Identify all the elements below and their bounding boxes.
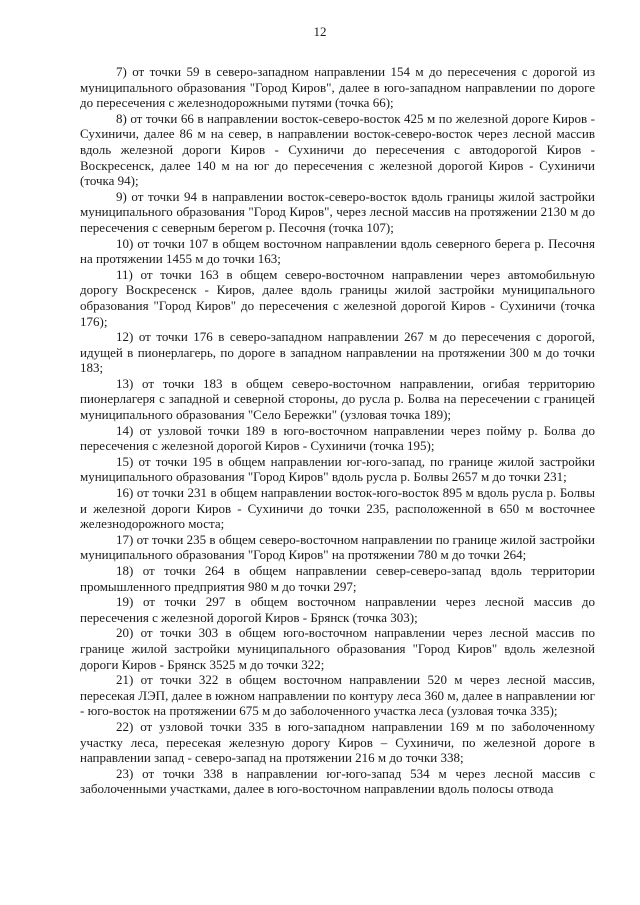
paragraph-17: 17) от точки 235 в общем северо-восточном направлении по границе жилой застройки муниципального образования "Город Киров" на протяжении 780 м до точки 264; bbox=[80, 531, 595, 563]
paragraph-20: 20) от точки 303 в общем юго-восточном направлении через лесной массив по границе жилой застройки муниципального образования "Город Киров" вдоль железной дороги Киров - Брянск 3525 м до точки 322; bbox=[80, 625, 595, 672]
paragraph-23: 23) от точки 338 в направлении юг-юго-запад 534 м через лесной массив с заболоченными участками, далее в юго-восточном направлении вдоль полосы отвода bbox=[80, 765, 595, 797]
paragraph-7: 7) от точки 59 в северо-западном направлении 154 м до пересечения с дорогой из муниципального образования "Город Киров", далее в юго-западном направлении по дороге до пересечения с железнодорожными путями (точка 66); bbox=[80, 64, 595, 111]
paragraph-11: 11) от точки 163 в общем северо-восточном направлении через автомобильную дорогу Воскресенск - Киров, далее вдоль границы жилой застройки муниципального образования "Город Киров" до пересечения с железной дорогой Киров - Сухиничи (точка 176); bbox=[80, 266, 595, 329]
paragraph-16: 16) от точки 231 в общем направлении восток-юго-восток 895 м вдоль русла р. Болвы и железной дороги Киров - Сухиничи до точки 235, расположенной в 650 м восточнее железнодорожного моста; bbox=[80, 485, 595, 532]
paragraph-14: 14) от узловой точки 189 в юго-восточном направлении через пойму р. Болва до пересечения с железной дорогой Киров - Сухиничи (точка 195); bbox=[80, 422, 595, 454]
paragraph-22: 22) от узловой точки 335 в юго-западном направлении 169 м по заболоченному участку леса, пересекая железную дорогу Киров – Сухиничи, по железной дороге в направлении запад - северо-запад на протяжении 216 м до точки 338; bbox=[80, 718, 595, 766]
paragraph-18: 18) от точки 264 в общем направлении север-северо-запад вдоль территории промышленного предприятия 980 м до точки 297; bbox=[80, 563, 595, 594]
page-number: 12 bbox=[313, 24, 327, 39]
paragraph-12: 12) от точки 176 в северо-западном направлении 267 м до пересечения с дорогой, идущей в пионерлагерь, по дороге в западном направлении на протяжении 300 м до точки 183; bbox=[80, 329, 595, 376]
paragraph-19: 19) от точки 297 в общем восточном направлении через лесной массив до пересечения с железной дорогой Киров - Брянск (точка 303); bbox=[80, 594, 595, 625]
paragraph-9: 9) от точки 94 в направлении восток-северо-восток вдоль границы жилой застройки муниципального образования "Город Киров", через лесной массив на протяжении 2130 м до пересечения с северным берегом р. Песочня (точка 107); bbox=[80, 188, 595, 235]
document-body bbox=[80, 64, 595, 797]
paragraph-8: 8) от точки 66 в направлении восток-северо-восток 425 м по железной дороге Киров - Сухиничи, далее 86 м на север, в направлении восток-северо-восток через лесной массив вдоль железной дороги Киров - Сухиничи до пересечения с автодорогой Киров - Воскресенск, далее 140 м на юг до пересечения с железной дорогой Киров - Сухиничи (точка 94); bbox=[80, 110, 595, 189]
paragraph-13: 13) от точки 183 в общем северо-восточном направлении, огибая территорию пионерлагеря с западной и северной стороны, до русла р. Болва на пересечении с границей муниципального образования "Село Бережки" (узловая точка 189); bbox=[80, 375, 595, 423]
paragraph-21: 21) от точки 322 в общем восточном направлении 520 м через лесной массив, пересекая ЛЭП, далее в южном направлении по контуру леса 360 м, далее в направлении юг - юго-восток на протяжении 675 м до заболоченного участка леса (узловая точка 335); bbox=[80, 672, 595, 719]
paragraph-10: 10) от точки 107 в общем восточном направлении вдоль северного берега р. Песочня на протяжении 1455 м до точки 163; bbox=[80, 235, 595, 267]
paragraph-15: 15) от точки 195 в общем направлении юг-юго-запад, по границе жилой застройки муниципального образования "Город Киров" вдоль русла р. Болвы 2657 м до точки 231; bbox=[80, 453, 595, 485]
